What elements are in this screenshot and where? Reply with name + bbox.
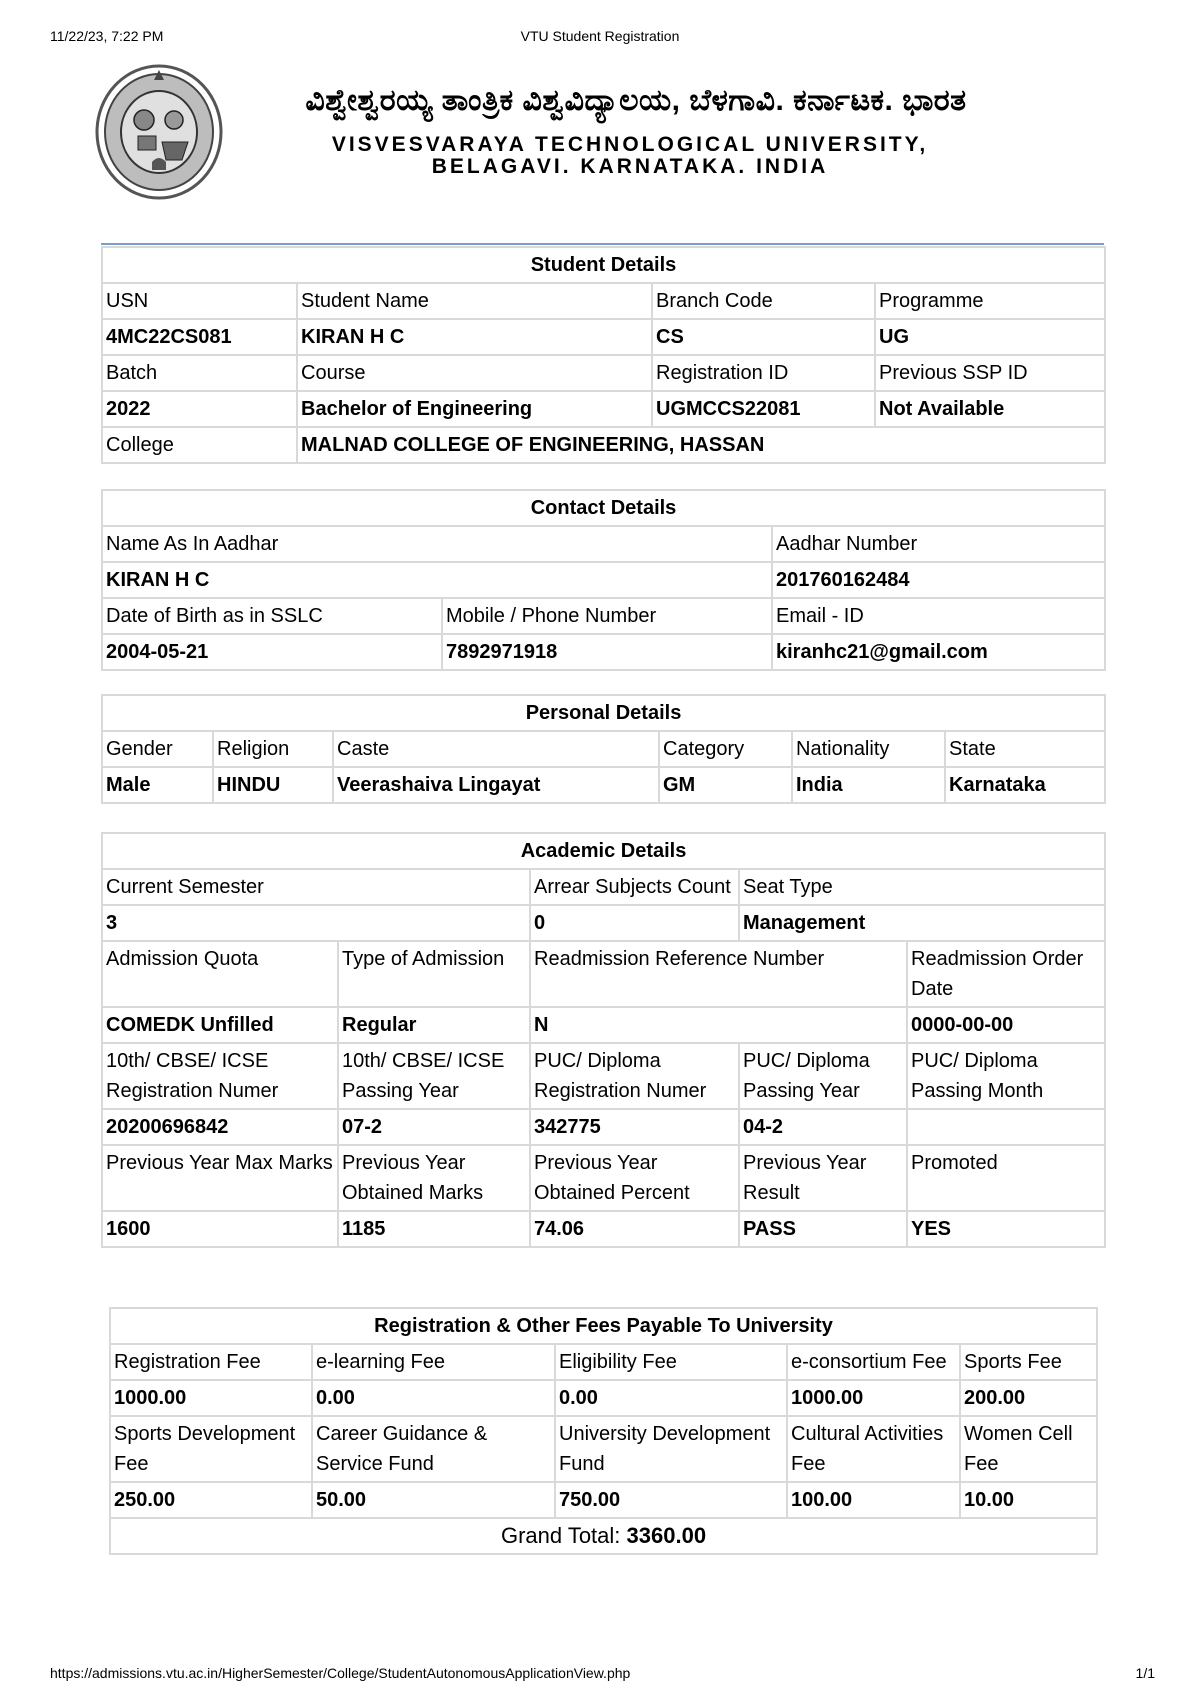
value-elearning-fee: 0.00 — [312, 1380, 555, 1416]
label-date-of-birth: Date of Birth as in SSLC — [102, 598, 442, 634]
label-student-name: Student Name — [297, 283, 652, 319]
label-programme: Programme — [875, 283, 1105, 319]
value-date-of-birth: 2004-05-21 — [102, 634, 442, 670]
value-sports-fee: 200.00 — [960, 1380, 1097, 1416]
label-promoted: Promoted — [907, 1145, 1105, 1211]
label-registration-id: Registration ID — [652, 355, 875, 391]
print-url: https://admissions.vtu.ac.in/HigherSemester/College/StudentAutonomousApplicationView.php — [50, 1665, 631, 1681]
label-elearning-fee: e-learning Fee — [312, 1344, 555, 1380]
value-previous-year-result: PASS — [739, 1211, 907, 1247]
value-sports-development-fee: 250.00 — [110, 1482, 312, 1518]
student-details-table — [101, 246, 1106, 464]
label-type-of-admission: Type of Admission — [338, 941, 530, 1007]
label-sports-fee: Sports Fee — [960, 1344, 1097, 1380]
label-batch: Batch — [102, 355, 297, 391]
section-title: Academic Details — [102, 833, 1105, 869]
value-university-development-fund: 750.00 — [555, 1482, 787, 1518]
value-puc-passing-month — [907, 1109, 1105, 1145]
value-religion: HINDU — [213, 767, 333, 803]
value-registration-fee: 1000.00 — [110, 1380, 312, 1416]
label-women-cell-fee: Women Cell Fee — [960, 1416, 1097, 1482]
value-puc-passing-year: 04-2 — [739, 1109, 907, 1145]
university-seal-logo — [92, 62, 226, 202]
value-women-cell-fee: 10.00 — [960, 1482, 1097, 1518]
grand-total-label: Grand Total: — [500, 1523, 621, 1548]
label-eligibility-fee: Eligibility Fee — [555, 1344, 787, 1380]
value-admission-quota: COMEDK Unfilled — [102, 1007, 338, 1043]
label-aadhar-number: Aadhar Number — [772, 526, 1105, 562]
label-puc-passing-month: PUC/ Diploma Passing Month — [907, 1043, 1105, 1109]
value-email-id: kiranhc21@gmail.com — [772, 634, 1105, 670]
label-caste: Caste — [333, 731, 659, 767]
value-name-as-in-aadhar: KIRAN H C — [102, 562, 772, 598]
label-econsortium-fee: e-consortium Fee — [787, 1344, 960, 1380]
label-usn: USN — [102, 283, 297, 319]
label-previous-year-obtained-percent: Previous Year Obtained Percent — [530, 1145, 739, 1211]
value-econsortium-fee: 1000.00 — [787, 1380, 960, 1416]
value-programme: UG — [875, 319, 1105, 355]
value-aadhar-number: 201760162484 — [772, 562, 1105, 598]
value-seat-type: Management — [739, 905, 1105, 941]
header-divider — [101, 243, 1104, 245]
label-college: College — [102, 427, 297, 463]
value-caste: Veerashaiva Lingayat — [333, 767, 659, 803]
label-course: Course — [297, 355, 652, 391]
label-previous-year-max-marks: Previous Year Max Marks — [102, 1145, 338, 1211]
print-title: VTU Student Registration — [520, 28, 680, 44]
label-tenth-registration-number: 10th/ CBSE/ ICSE Registration Numer — [102, 1043, 338, 1109]
value-readmission-reference-number: N — [530, 1007, 907, 1043]
value-arrear-subjects-count: 0 — [530, 905, 739, 941]
print-datetime: 11/22/23, 7:22 PM — [50, 28, 164, 44]
label-cultural-activities-fee: Cultural Activities Fee — [787, 1416, 960, 1482]
label-email-id: Email - ID — [772, 598, 1105, 634]
value-batch: 2022 — [102, 391, 297, 427]
value-usn: 4MC22CS081 — [102, 319, 297, 355]
value-gender: Male — [102, 767, 213, 803]
value-registration-id: UGMCCS22081 — [652, 391, 875, 427]
label-state: State — [945, 731, 1105, 767]
section-title: Contact Details — [102, 490, 1105, 526]
label-branch-code: Branch Code — [652, 283, 875, 319]
label-nationality: Nationality — [792, 731, 945, 767]
label-previous-ssp-id: Previous SSP ID — [875, 355, 1105, 391]
value-cultural-activities-fee: 100.00 — [787, 1482, 960, 1518]
university-name-english — [240, 134, 1020, 178]
value-previous-ssp-id: Not Available — [875, 391, 1105, 427]
value-tenth-registration-number: 20200696842 — [102, 1109, 338, 1145]
label-arrear-subjects-count: Arrear Subjects Count — [530, 869, 739, 905]
value-nationality: India — [792, 767, 945, 803]
value-college: MALNAD COLLEGE OF ENGINEERING, HASSAN — [297, 427, 1105, 463]
print-page-number: 1/1 — [1135, 1665, 1155, 1681]
label-current-semester: Current Semester — [102, 869, 530, 905]
university-name-line1: VISVESVARAYA TECHNOLOGICAL UNIVERSITY, — [331, 133, 929, 156]
value-previous-year-obtained-percent: 74.06 — [530, 1211, 739, 1247]
label-category: Category — [659, 731, 792, 767]
section-title: Student Details — [102, 247, 1105, 283]
value-career-guidance-fund: 50.00 — [312, 1482, 555, 1518]
label-gender: Gender — [102, 731, 213, 767]
value-readmission-order-date: 0000-00-00 — [907, 1007, 1105, 1043]
value-tenth-passing-year: 07-2 — [338, 1109, 530, 1145]
value-current-semester: 3 — [102, 905, 530, 941]
value-promoted: YES — [907, 1211, 1105, 1247]
value-state: Karnataka — [945, 767, 1105, 803]
value-puc-registration-number: 342775 — [530, 1109, 739, 1145]
value-student-name: KIRAN H C — [297, 319, 652, 355]
personal-details-table — [101, 694, 1106, 804]
grand-total-value: 3360.00 — [626, 1523, 707, 1548]
label-name-as-in-aadhar: Name As In Aadhar — [102, 526, 772, 562]
value-mobile-number: 7892971918 — [442, 634, 772, 670]
label-previous-year-obtained-marks: Previous Year Obtained Marks — [338, 1145, 530, 1211]
label-tenth-passing-year: 10th/ CBSE/ ICSE Passing Year — [338, 1043, 530, 1109]
value-eligibility-fee: 0.00 — [555, 1380, 787, 1416]
label-sports-development-fee: Sports Development Fee — [110, 1416, 312, 1482]
contact-details-table — [101, 489, 1106, 671]
label-puc-passing-year: PUC/ Diploma Passing Year — [739, 1043, 907, 1109]
value-type-of-admission: Regular — [338, 1007, 530, 1043]
section-title: Personal Details — [102, 695, 1105, 731]
label-mobile-number: Mobile / Phone Number — [442, 598, 772, 634]
university-name-line2: BELAGAVI. KARNATAKA. INDIA — [431, 155, 829, 178]
section-title: Registration & Other Fees Payable To University — [110, 1308, 1097, 1344]
academic-details-table — [101, 832, 1106, 1248]
label-religion: Religion — [213, 731, 333, 767]
value-branch-code: CS — [652, 319, 875, 355]
value-category: GM — [659, 767, 792, 803]
label-admission-quota: Admission Quota — [102, 941, 338, 1007]
value-course: Bachelor of Engineering — [297, 391, 652, 427]
university-name-kannada: ವಿಶ್ವೇಶ್ವರಯ್ಯ ತಾಂತ್ರಿಕ ವಿಶ್ವವಿದ್ಯಾಲಯ, ಬೆಳಗಾವಿ. ಕರ್ನಾಟಕ. ಭಾರತ — [305, 84, 967, 117]
grand-total — [110, 1518, 1097, 1554]
label-readmission-reference-number: Readmission Reference Number — [530, 941, 907, 1007]
label-readmission-order-date: Readmission Order Date — [907, 941, 1105, 1007]
label-puc-registration-number: PUC/ Diploma Registration Numer — [530, 1043, 739, 1109]
label-registration-fee: Registration Fee — [110, 1344, 312, 1380]
label-career-guidance-fund: Career Guidance & Service Fund — [312, 1416, 555, 1482]
value-previous-year-obtained-marks: 1185 — [338, 1211, 530, 1247]
label-university-development-fund: University Development Fund — [555, 1416, 787, 1482]
label-previous-year-result: Previous Year Result — [739, 1145, 907, 1211]
fees-table — [109, 1307, 1098, 1555]
label-seat-type: Seat Type — [739, 869, 1105, 905]
value-previous-year-max-marks: 1600 — [102, 1211, 338, 1247]
